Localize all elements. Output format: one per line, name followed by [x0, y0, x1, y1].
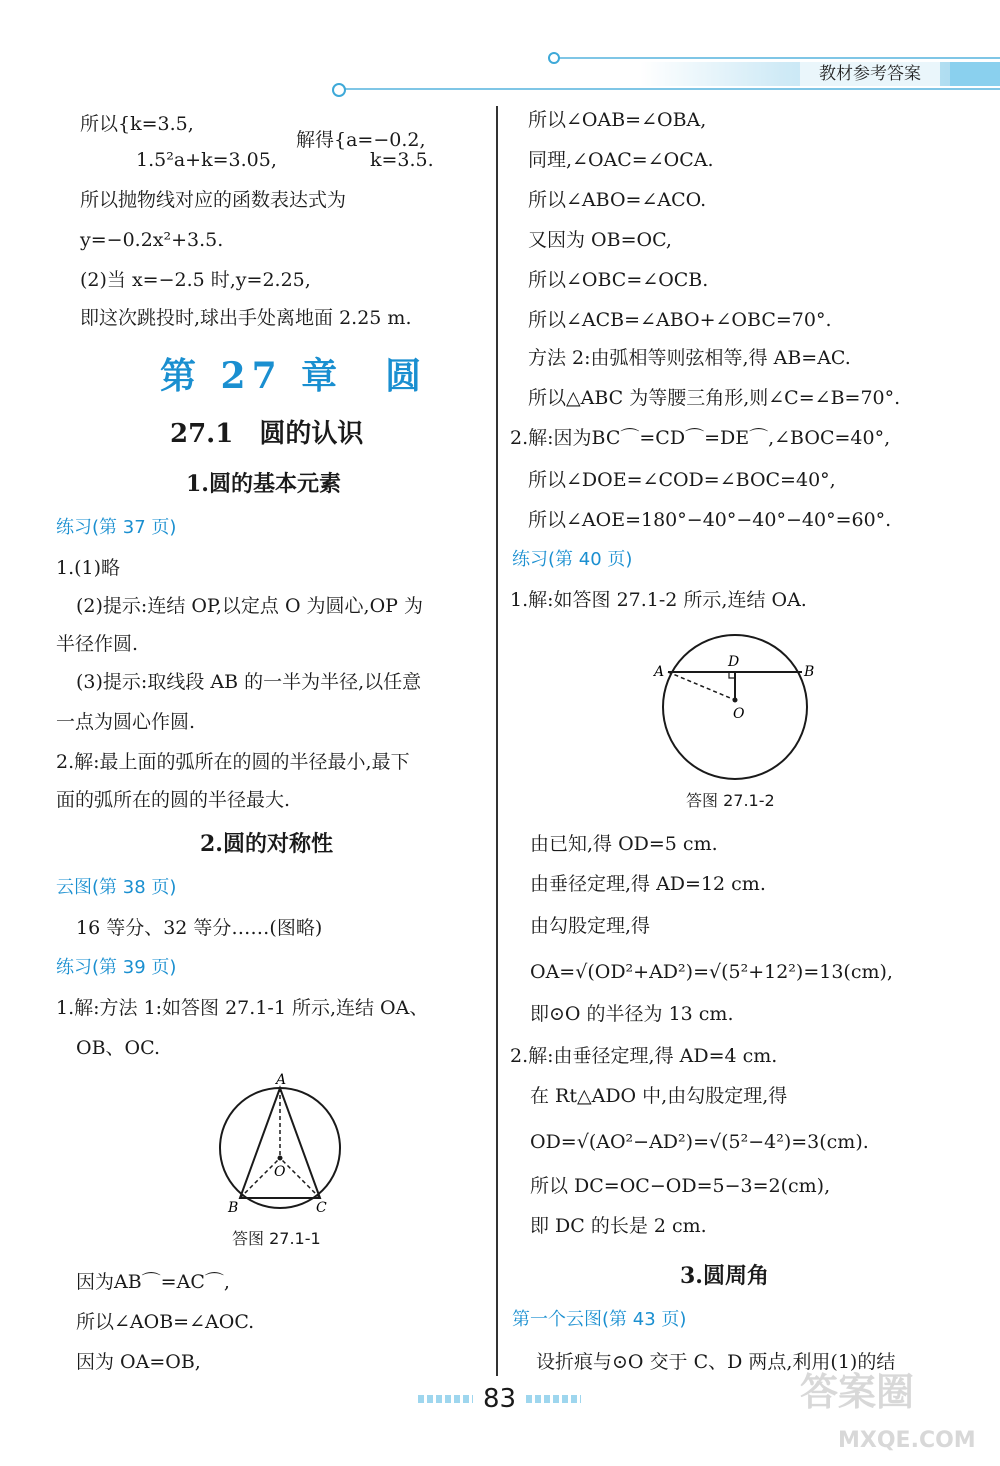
fig1-oc: [280, 1158, 320, 1198]
text-line: 即⊙O 的半径为 13 cm.: [530, 1003, 734, 1025]
text-line: 一点为圆心作圆.: [56, 711, 196, 733]
text-line: 同理,∠OAC=∠OCA.: [528, 149, 714, 171]
exercise-heading: 练习(第 39 页): [56, 957, 177, 978]
text-line: 在 Rt△ADO 中,由勾股定理,得: [530, 1085, 788, 1107]
text-line: 1.解:如答图 27.1-2 所示,连结 OA.: [510, 589, 807, 611]
watermark-site: MXQE.COM: [838, 1428, 976, 1453]
text-line: 所以△ABC 为等腰三角形,则∠C=∠B=70°.: [528, 387, 901, 409]
fig1-label-c: C: [316, 1200, 327, 1216]
fig2-label-d: D: [728, 654, 740, 670]
text-line: 面的弧所在的圆的半径最大.: [56, 789, 291, 811]
fig1-label-a: A: [276, 1072, 287, 1088]
fig2-oa: [668, 672, 735, 700]
text-line: 所以∠OBC=∠OCB.: [528, 269, 709, 291]
text-line: OB、OC.: [76, 1037, 161, 1059]
text-line: 所以∠OAB=∠OBA,: [528, 109, 707, 131]
text-line: 设折痕与⊙O 交于 C、D 两点,利用(1)的结: [536, 1351, 896, 1373]
text-line: 所以∠ACB=∠ABO+∠OBC=70°.: [528, 309, 832, 331]
text-line: 解得{a=−0.2,: [296, 129, 426, 151]
figure-27-1-1: [210, 1070, 360, 1220]
fig2-center: [733, 698, 738, 703]
text-line: 即这次跳投时,球出手处离地面 2.25 m.: [80, 307, 412, 329]
section-title: 27.1 圆的认识: [170, 419, 364, 449]
text-line: 所以∠DOE=∠COD=∠BOC=40°,: [528, 469, 836, 491]
text-line: y=−0.2x²+3.5.: [80, 229, 224, 251]
header-title: 教材参考答案: [800, 62, 940, 86]
text-line: 所以{k=3.5,: [80, 113, 194, 135]
text-line: 由勾股定理,得: [530, 915, 651, 937]
cloud-heading: 第一个云图(第 43 页): [512, 1309, 687, 1330]
fig2-label-b: B: [804, 664, 815, 680]
exercise-heading: 练习(第 37 页): [56, 517, 177, 538]
text-line: 由垂径定理,得 AD=12 cm.: [530, 873, 766, 895]
footer-decoration-left: [418, 1395, 473, 1403]
text-line: 所以抛物线对应的函数表达式为: [80, 189, 347, 211]
page-number: 83: [483, 1384, 517, 1414]
figure-caption: 答图 27.1-2: [686, 791, 775, 810]
text-line: (3)提示:取线段 AB 的一半为半径,以任意: [76, 671, 422, 693]
text-line: 所以∠AOB=∠AOC.: [76, 1311, 255, 1333]
text-line: 所以 DC=OC−OD=5−3=2(cm),: [530, 1175, 831, 1197]
text-line: 所以∠AOE=180°−40°−40°−40°=60°.: [528, 509, 892, 531]
watermark-logo: 答案圈: [800, 1370, 915, 1414]
text-line: k=3.5.: [370, 149, 434, 171]
exercise-heading: 练习(第 40 页): [512, 549, 633, 570]
formula-line: OD=√(AO²−AD²)=√(5²−4²)=3(cm).: [530, 1131, 869, 1153]
text-line: 16 等分、32 等分……(图略): [76, 917, 323, 939]
text-line: 2.解:最上面的弧所在的圆的半径最小,最下: [56, 751, 410, 773]
figure-caption: 答图 27.1-1: [232, 1229, 321, 1248]
header-rule-top: [555, 57, 1000, 59]
figure-27-1-2: [650, 622, 820, 782]
text-line: (2)提示:连结 OP,以定点 O 为圆心,OP 为: [76, 595, 424, 617]
header-dot-top: [548, 52, 560, 64]
text-line: 1.解:方法 1:如答图 27.1-1 所示,连结 OA、: [56, 997, 429, 1019]
fig1-label-o: O: [274, 1164, 286, 1180]
text-line: 1.(1)略: [56, 557, 121, 579]
header-block: [950, 62, 1000, 86]
fig2-label-a: A: [654, 664, 665, 680]
text-line: 2.解:由垂径定理,得 AD=4 cm.: [510, 1045, 778, 1067]
text-line: 所以∠ABO=∠ACO.: [528, 189, 707, 211]
fig1-center: [278, 1156, 283, 1161]
text-line: 2.解:因为BC⌒=CD⌒=DE⌒,∠BOC=40°,: [510, 427, 891, 449]
text-line: 即 DC 的长是 2 cm.: [530, 1215, 707, 1237]
fig2-label-o: O: [733, 706, 745, 722]
fig1-label-b: B: [228, 1200, 239, 1216]
text-line: 又因为 OB=OC,: [528, 229, 672, 251]
footer-decoration-right: [526, 1395, 581, 1403]
text-line: 1.5²a+k=3.05,: [136, 149, 277, 171]
header-dot: [332, 83, 346, 97]
subsection-title: 2.圆的对称性: [200, 831, 333, 857]
text-line: 因为 OA=OB,: [76, 1351, 201, 1373]
chapter-title: 第 27 章 圆: [160, 355, 428, 397]
text-line: 由已知,得 OD=5 cm.: [530, 833, 718, 855]
column-divider: [496, 106, 498, 1376]
subsection-title: 1.圆的基本元素: [186, 471, 341, 497]
text-line: (2)当 x=−2.5 时,y=2.25,: [80, 269, 311, 291]
text-line: 因为AB⌒=AC⌒,: [76, 1271, 230, 1293]
formula-line: OA=√(OD²+AD²)=√(5²+12²)=13(cm),: [530, 961, 893, 983]
cloud-heading: 云图(第 38 页): [56, 877, 177, 898]
subsection-title: 3.圆周角: [680, 1263, 769, 1289]
text-line: 方法 2:由弧相等则弦相等,得 AB=AC.: [528, 347, 851, 369]
text-line: 半径作圆.: [56, 633, 139, 655]
header-rule: [340, 88, 1000, 90]
